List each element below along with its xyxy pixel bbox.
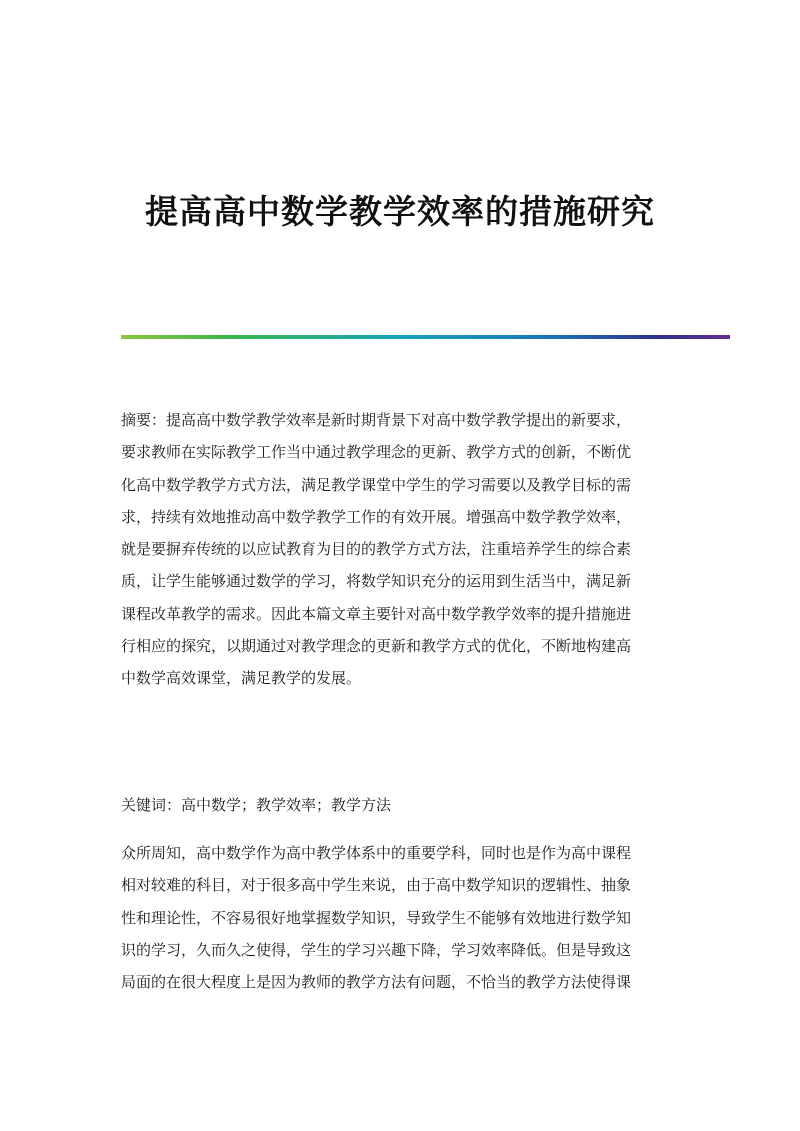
intro-line: 识的学习，久而久之使得，学生的学习兴趣下降，学习效率降低。但是导致这: [121, 940, 632, 959]
abstract-line: 就是要摒弃传统的以应试教育为目的的教学方式方法，注重培养学生的综合素: [121, 540, 632, 559]
abstract-line: 化高中数学教学方式方法，满足教学课堂中学生的学习需要以及教学目标的需: [121, 475, 632, 494]
abstract-paragraph: [121, 404, 681, 695]
abstract-line: 中数学高效课堂，满足教学的发展。: [121, 669, 362, 688]
abstract-line: 摘要：提高高中数学教学效率是新时期背景下对高中数学教学提出的新要求，: [121, 411, 632, 429]
keywords-paragraph: [121, 789, 681, 821]
abstract-line: 要求教师在实际教学工作当中通过教学理念的更新、教学方式的创新，不断优: [121, 443, 632, 462]
document-title: 提高高中数学教学效率的措施研究: [145, 192, 655, 231]
intro-line: 众所周知，高中数学作为高中教学体系中的重要学科，同时也是作为高中课程: [121, 844, 632, 862]
intro-line: 性和理论性，不容易很好地掌握数学知识，导致学生不能够有效地进行数学知: [121, 908, 632, 927]
abstract-line: 求，持续有效地推动高中数学教学工作的有效开展。增强高中数学教学效率，: [121, 507, 632, 526]
intro-line: 相对较难的科目，对于很多高中学生来说，由于高中数学知识的逻辑性、抽象: [121, 876, 632, 895]
intro-line: 局面的在很大程度上是因为教师的教学方法有问题，不恰当的教学方法使得课: [121, 973, 632, 992]
intro-paragraph: [121, 837, 681, 998]
keywords-line: 关键词：高中数学；教学效率；教学方法: [121, 796, 392, 814]
abstract-line: 行相应的探究，以期通过对教学理念的更新和教学方式的优化，不断地构建高: [121, 637, 632, 656]
abstract-line: 课程改革教学的需求。因此本篇文章主要针对高中数学教学效率的提升措施进: [121, 604, 632, 623]
title-divider: [121, 335, 730, 339]
abstract-line: 质，让学生能够通过数学的学习，将数学知识充分的运用到生活当中，满足新: [121, 572, 632, 591]
